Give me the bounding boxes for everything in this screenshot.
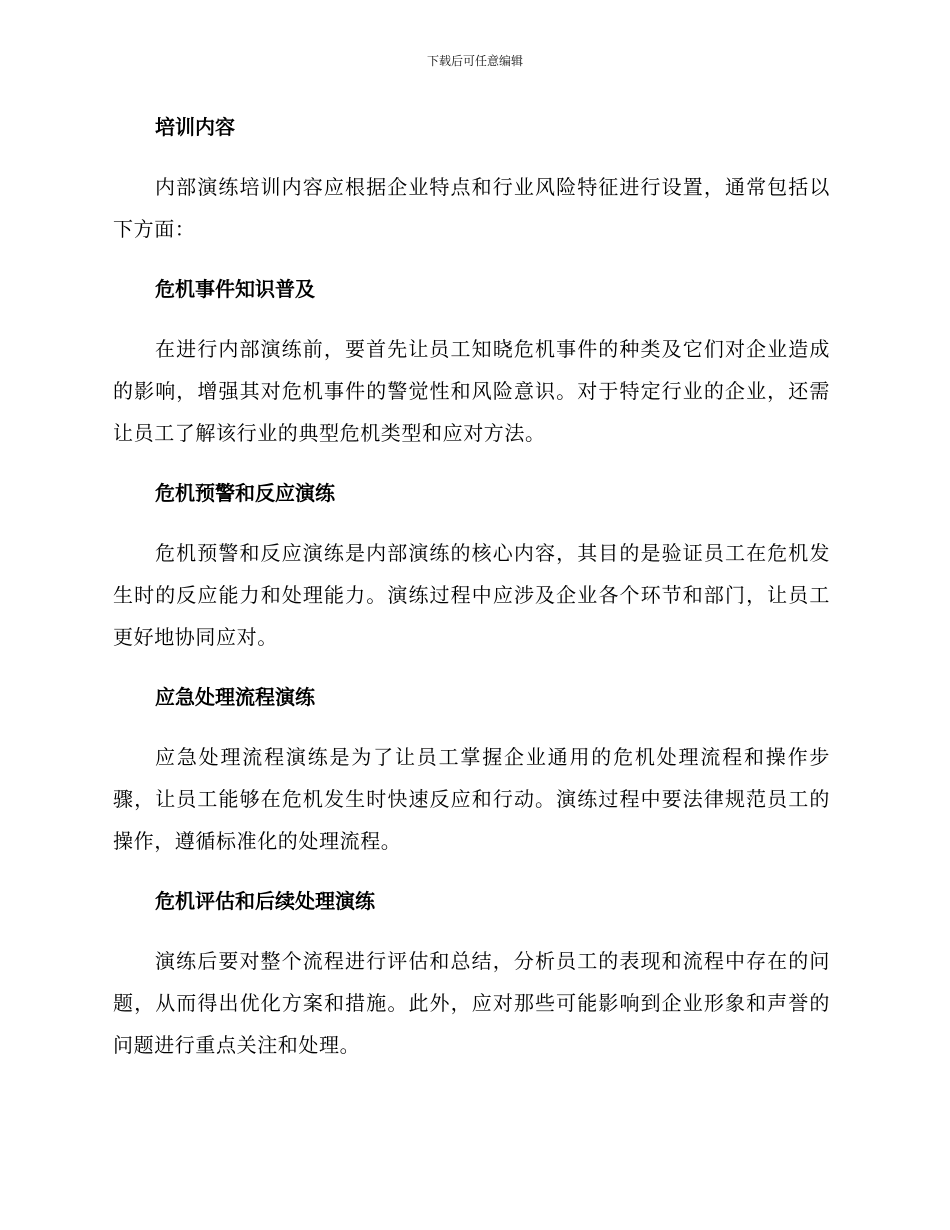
section-heading-assessment-followup: 危机评估和后续处理演练 <box>155 889 375 913</box>
section-paragraph-warning-response: 危机预警和反应演练是内部演练的核心内容，其目的是验证员工在危机发生时的反应能力和处理能力。演练过程中应涉及企业各个环节和部门，让员工更好地协同应对。 <box>113 541 830 649</box>
section-paragraph-crisis-knowledge: 在进行内部演练前，要首先让员工知晓危机事件的种类及它们对企业造成的影响，增强其对危机事件的警觉性和风险意识。对于特定行业的企业，还需让员工了解该行业的典型危机类型和应对方法。 <box>113 337 830 445</box>
section-heading-emergency-process: 应急处理流程演练 <box>155 685 315 709</box>
section-paragraph-training-content: 内部演练培训内容应根据企业特点和行业风险特征进行设置，通常包括以下方面： <box>113 175 830 241</box>
section-heading-training-content: 培训内容 <box>155 115 235 139</box>
page-header: 下载后可任意编辑 <box>426 54 523 68</box>
section-heading-crisis-knowledge: 危机事件知识普及 <box>155 277 315 301</box>
section-paragraph-assessment-followup: 演练后要对整个流程进行评估和总结，分析员工的表现和流程中存在的问题，从而得出优化方案和措施。此外，应对那些可能影响到企业形象和声誉的问题进行重点关注和处理。 <box>113 949 830 1057</box>
section-paragraph-emergency-process: 应急处理流程演练是为了让员工掌握企业通用的危机处理流程和操作步骤，让员工能够在危机发生时快速反应和行动。演练过程中要法律规范员工的操作，遵循标准化的处理流程。 <box>113 745 830 853</box>
section-heading-warning-response: 危机预警和反应演练 <box>155 481 335 505</box>
document-body <box>113 108 830 1086</box>
